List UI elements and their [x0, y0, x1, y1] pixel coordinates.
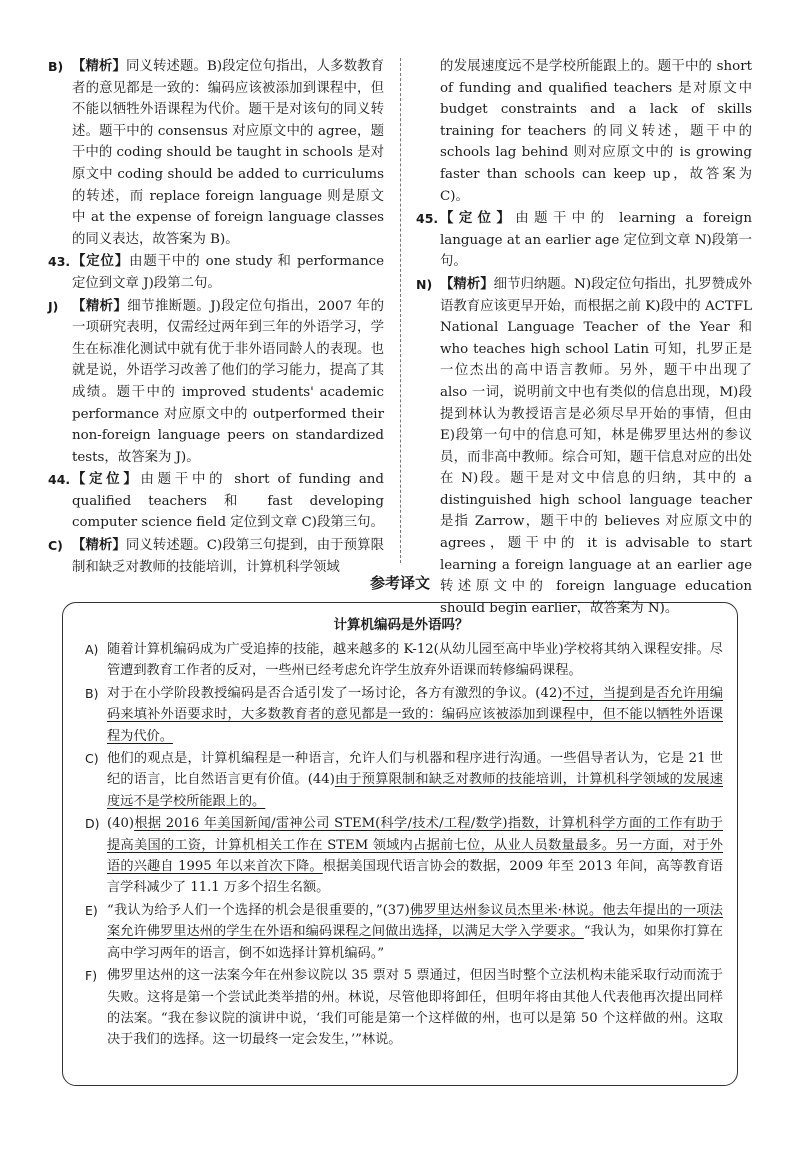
underlined-answer-sentence: 由于预算限制和缺乏对教师的技能培训，计算机科学领域的发展速度远不是学校所能跟上的。 [107, 772, 723, 809]
translation-paragraph [85, 900, 723, 964]
item-body: 同义转述题。C)段第三句提到，由于预算限制和缺乏对教师的技能培训，计算机科学领域 [72, 538, 385, 575]
analysis-item [416, 56, 752, 207]
item-tag: 【定位】 [72, 254, 130, 270]
paragraph-label: C) [85, 751, 99, 767]
item-body: 由题干中的 learning a foreign language at an earlier age 定位到文章 N)段第一句。 [440, 211, 752, 270]
analysis-item [48, 469, 384, 534]
paragraph-label: B) [85, 685, 99, 701]
translation-paragraph [85, 639, 723, 682]
item-label: 43. [48, 254, 71, 270]
paragraph-text [107, 639, 723, 682]
item-text [440, 56, 752, 207]
item-body: 同义转述题。B)段定位句指出，人多数教育者的意见都是一致的：编码应该被添加到课程中，但不能以牺牲外语课程为代价。题干是对该句的同义转述。题干中的 consensus 对应原文中的 agree，题干中的 coding should be taught in schools 是对原文中 coding should be added to curriculums 的转述，而 replace foreign language 则是原文中 at the expense of foreign language classes 的同义表达，故答案为 B)。 [72, 59, 384, 247]
item-tag: 【精析】 [72, 538, 126, 554]
item-body: 细节推断题。J)段定位句指出，2007 年的一项研究表明，仅需经过两年到三年的外语学习，学生在标准化测试中就有优于非外语同龄人的表现。也就是说，外语学习改善了他们的学习能力，提高了其成绩。题干中的 improved students' academic performance 对应原文中的 outperformed their non-foreign language peers on standardized tests，故答案为 J)。 [72, 298, 384, 465]
paragraph-segment: (40) [107, 816, 135, 832]
paragraph-segment: “我认为给予人们一个选择的机会是很重要的，”(37) [107, 902, 410, 918]
item-text [72, 56, 384, 250]
translation-paragraph [85, 965, 723, 1051]
paragraph-label: E) [85, 902, 98, 918]
analysis-item [48, 296, 384, 469]
analysis-item [416, 274, 752, 620]
paragraph-segment: 根据美国现代语言协会的数据，2009 年至 2013 年间，高等教育语言学科减少了 11.1 万多个招生名额。 [107, 859, 723, 896]
item-label: 45. [416, 211, 439, 227]
paragraph-label: A) [85, 642, 99, 657]
section-title: 参考译文 [369, 574, 430, 592]
item-text [440, 208, 752, 273]
item-body: 细节归纳题。N)段定位句指出，扎罗赞成外语教育应该更早开始，而根据之前 K)段中的 ACTFL National Language Teacher of the Year 和 who teaches high school Latin 可知，扎罗正是一位杰出的高中语言教师。另外，题干中出现了 also 一词，说明前文中也有类似的信息出现，M)段提到林认为教授语言是必须尽早开始的事情，但由 E)段第一句中的信息可知，林是佛罗里达州的参议员，而非高中教师。综合可知，题干信息对应的出处在 N)段。题干是对文中信息的归纳，其中的 a distinguished high school language teacher 是指 Zarrow，题干中的 believes 对应原文中的 agrees，题干中的 it is advisable to start learning a foreign language at an earlier age 转述原文中的 foreign language education should begin earlier，故答案为 N)。 [440, 276, 752, 616]
paragraph-text [107, 900, 723, 964]
item-tag: 【精析】 [440, 276, 494, 292]
item-tag: 【精析】 [72, 59, 126, 74]
paragraph-text [107, 748, 723, 812]
translation-body [85, 639, 723, 1052]
item-text [72, 251, 384, 294]
item-body: 由题干中的 one study 和 performance 定位到文章 J)段第二句。 [72, 254, 384, 291]
translation-paragraph [85, 683, 723, 747]
paragraph-segment: 随着计算机编码成为广受追捧的技能，越来越多的 K-12(从幼儿园至高中毕业)学校将其纳入课程安排。尽管遭到教育工作者的反对，一些州已经考虑允许学生放弃外语课而转修编码课程。 [107, 642, 723, 679]
item-text [440, 274, 752, 620]
underlined-answer-sentence: 不过，当提到是否允许用编码来填补外语要求时，大多数教育者的意见都是一致的：编码应该被添加到课程中，但不能以牺牲外语课程为代价。 [107, 685, 723, 744]
paragraph-label: D) [85, 816, 100, 832]
item-label: C) [48, 538, 63, 554]
item-label [416, 56, 440, 207]
paragraph-segment: 他们的观点是，计算机编程是一种语言，允许人们与机器和程序进行沟通。一些倡导者认为，它是 21 世纪的语言，比自然语言更有价值。(44) [107, 751, 723, 788]
item-label: B) [48, 59, 64, 74]
underlined-answer-sentence: 佛罗里达州参议员杰里米·林说。他去年提出的一项法案允许佛罗里达州的学生在外语和编码课程之间做出选择，以满足大学入学要求。 [107, 902, 723, 940]
paragraph-text [107, 683, 723, 747]
item-label: N) [416, 276, 433, 292]
translation-paragraph [85, 748, 723, 812]
right-column [416, 56, 752, 620]
item-tag: 【定位】 [72, 472, 141, 488]
item-text [72, 469, 384, 534]
item-tag: 【精析】 [72, 298, 128, 314]
translation-paragraph [85, 813, 723, 899]
translation-box [62, 602, 738, 1086]
item-text [72, 296, 384, 469]
left-column [48, 56, 384, 579]
item-tag: 【定位】 [440, 211, 516, 227]
translation-title: 计算机编码是外语吗？ [333, 617, 469, 633]
paragraph-segment: 对于在小学阶段教授编码是否合适引发了一场讨论，各方有激烈的争议。(42) [107, 685, 563, 701]
paragraph-text [107, 965, 723, 1051]
paragraph-text [107, 813, 723, 899]
paragraph-segment: 佛罗里达州的这一法案今年在州参议院以 35 票对 5 票通过，但因当时整个立法机构未能采取行动而流于失败。这将是第一个尝试此类举措的州。林说，尽管他即将卸任，但明年将由其他人代表他再次提出同样的法案。“我在参议院的演讲中说，‘我们可能是第一个这样做的州，也可以是第 50 个这样做的州。这取决于我们的选择。这一切最终一定会发生，’”林说。 [107, 968, 723, 1048]
underlined-answer-sentence: 根据 2016 年美国新闻/雷神公司 STEM(科学/技术/工程/数学)指数，计算机科学方面的工作有助于提高美国的工资，计算机相关工作在 STEM 领域内占据前七位，从业人员数量最多。另一方面，对于外语的兴趣自 1995 年以来首次下降。 [107, 816, 723, 875]
analysis-item [416, 208, 752, 273]
item-body: 的发展速度远不是学校所能跟上的。题干中的 short of funding and qualified teachers 是对原文中 budget constraints and a lack of skills training for teachers 的同义转述，题干中的 schools lag behind 则对应原文中的 is growing faster than schools can keep up，故答案为 C)。 [440, 59, 752, 204]
paragraph-segment: “我认为，如果你打算在高中学习两年的语言，倒不如选择计算机编码。” [107, 924, 723, 961]
item-label: J) [48, 298, 59, 314]
item-body: 由题干中的 short of funding and qualified teachers 和 fast developing computer science field 定位到文章 C)段第三句。 [72, 472, 385, 531]
paragraph-label: F) [85, 968, 98, 984]
analysis-item [48, 56, 384, 250]
analysis-item [48, 251, 384, 294]
column-divider [400, 58, 401, 563]
item-label: 44. [48, 472, 71, 488]
